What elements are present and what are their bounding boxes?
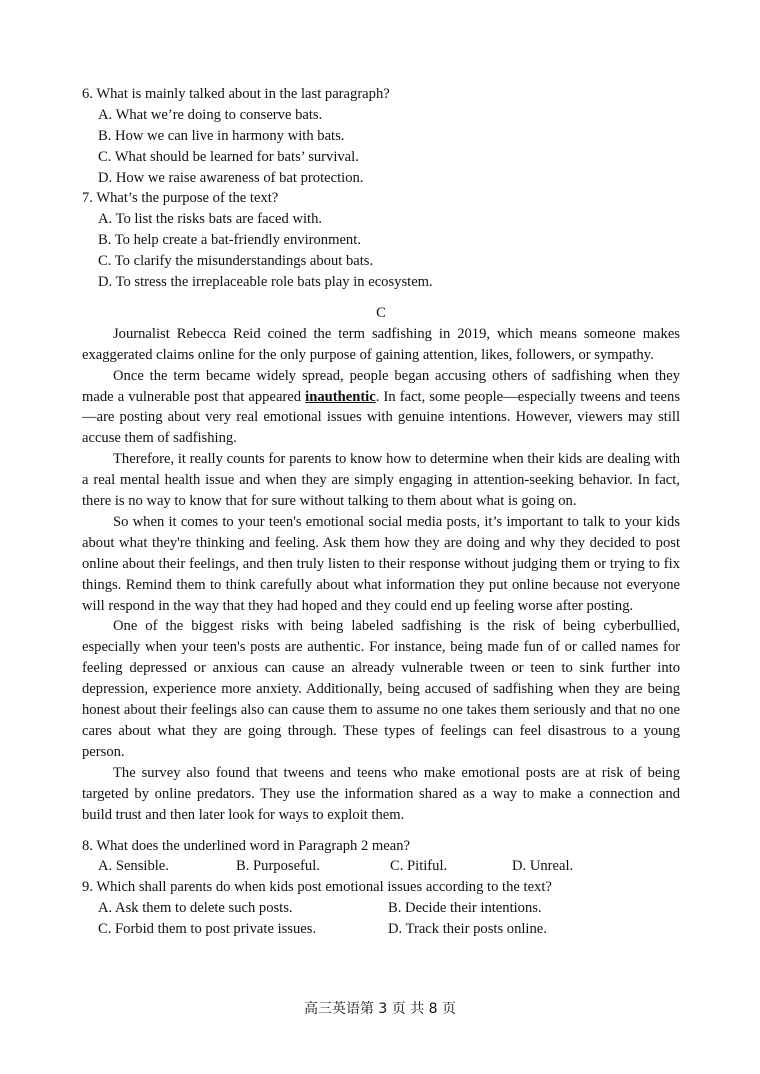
paragraph-1: Journalist Rebecca Reid coined the term sadfishing in 2019, which means someone makes exaggerated claims online for the only purpose of gaining attention, likes, followers, or sympathy.: [82, 325, 680, 363]
option-c: C. What should be learned for bats’ survival.: [98, 148, 359, 165]
option-a: A. Ask them to delete such posts.: [98, 900, 293, 917]
paragraph-2-text-before: Once the term became widely spread, people began accusing others of sadfishing when they made a vulnerable post that appeared: [82, 367, 680, 405]
options-row: [82, 919, 680, 940]
option-a: A. What we’re doing to conserve bats.: [98, 106, 323, 123]
option-b: B. How we can live in harmony with bats.: [98, 127, 345, 144]
option-d: D. Track their posts online.: [388, 921, 547, 938]
paragraph-6: The survey also found that tweens and teens who make emotional posts are at risk of being targeted by online predators. They use the information shared as a way to make a connection and build trust and then later look for ways to exploit them.: [82, 764, 680, 823]
exam-page: [82, 84, 680, 940]
question-6: [82, 84, 680, 188]
option-b: B. Decide their intentions.: [388, 900, 542, 917]
question-stem: 7. What’s the purpose of the text?: [82, 190, 279, 207]
option-c: C. Pitiful.: [390, 858, 448, 875]
section-heading: C: [376, 304, 386, 321]
option-d: D. How we raise awareness of bat protection.: [98, 169, 364, 186]
option-d: D. To stress the irreplaceable role bats play in ecosystem.: [98, 274, 433, 291]
option-b: B. To help create a bat-friendly environment.: [98, 232, 361, 249]
option-a: A. To list the risks bats are faced with.: [98, 211, 323, 228]
option-d: D. Unreal.: [512, 858, 574, 875]
options-row: [82, 898, 680, 919]
option-a: A. Sensible.: [98, 858, 169, 875]
option-b: B. Purposeful.: [236, 858, 320, 875]
paragraph-4: So when it comes to your teen's emotional social media posts, it’s important to talk to your kids about what they're thinking and feeling. Ask them how they are doing and why they decided to post online about their feelings, and then truly listen to their response without judging them or trying to fix things. Remind them to think carefully about what information they put online because not everyone will respond in the way that they had hoped and they could end up feeling worse after posting.: [82, 513, 680, 614]
paragraph-2-text-after: . In fact, some people—especially tweens and teens—are posting about very real emotional issues with genuine intentions. However, viewers may still accuse them of sadfishing.: [82, 388, 680, 447]
passage-c: [82, 324, 680, 826]
question-stem: 6. What is mainly talked about in the last paragraph?: [82, 86, 390, 102]
option-c: C. Forbid them to post private issues.: [98, 921, 317, 938]
question-9: [82, 877, 680, 940]
question-stem: 8. What does the underlined word in Paragraph 2 mean?: [82, 837, 410, 854]
options-row: [82, 856, 680, 877]
question-7: [82, 188, 680, 292]
paragraph-2: [82, 366, 680, 450]
underlined-word: inauthentic: [305, 388, 376, 405]
question-stem: 9. Which shall parents do when kids post emotional issues according to the text?: [82, 879, 552, 896]
paragraph-5: One of the biggest risks with being labeled sadfishing is the risk of being cyberbullied, especially when your teen's posts are authentic. For instance, being made fun of or called names for feeling depressed or anxious can cause an already vulnerable tween or teen to sink further into depression, experience more anxiety. Additionally, being accused of sadfishing when they are being honest about their feelings also can cause them to assume no one takes them seriously and that no one cares about what they are going through. These types of feelings can feel disastrous to a young person.: [82, 618, 680, 760]
question-8: [82, 836, 680, 878]
option-c: C. To clarify the misunderstandings about bats.: [98, 253, 374, 270]
paragraph-3: Therefore, it really counts for parents to know how to determine when their kids are dealing with a real mental health issue and when they are simply engaging in attention-seeking behavior. In fact, there is no way to know that for sure without talking to them about what is going on.: [82, 451, 680, 510]
page-footer: 高三英语第 3 页 共 8 页: [303, 1001, 457, 1017]
